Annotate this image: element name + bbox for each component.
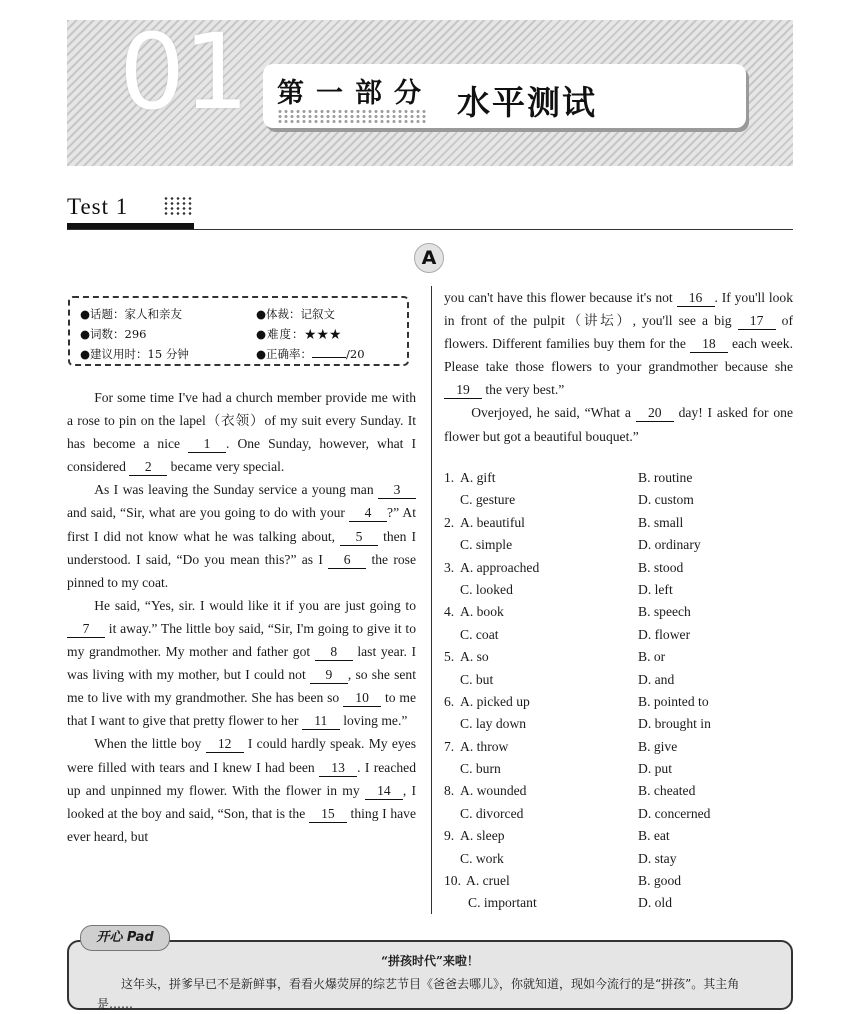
question-number: 1. (444, 470, 455, 485)
option-b[interactable]: B. stood (638, 559, 684, 575)
option-row (444, 534, 793, 556)
pad-title: “拼孩时代”来啦！ (381, 954, 479, 968)
cloze-blank[interactable]: 8 (315, 644, 353, 661)
question-number: 4. (444, 604, 455, 620)
section-label: A (414, 243, 444, 273)
chapter-number: 01 (119, 11, 248, 133)
option-a[interactable]: A. beautiful (460, 514, 525, 530)
option-d[interactable]: D. ordinary (638, 537, 701, 553)
option-a[interactable]: A. gift (460, 470, 496, 485)
cloze-blank[interactable]: 19 (444, 382, 482, 399)
option-b[interactable]: B. routine (638, 470, 693, 485)
info-topic: ●话题：家人和亲友 (80, 307, 183, 321)
option-c[interactable]: C. burn (460, 761, 501, 777)
option-a[interactable]: A. book (460, 604, 504, 620)
question-number: 2. (444, 514, 455, 530)
option-c[interactable]: C. important (468, 895, 537, 911)
passage-right-column (444, 286, 793, 448)
option-b[interactable]: B. eat (638, 828, 670, 844)
option-a[interactable]: A. picked up (460, 693, 530, 709)
option-b[interactable]: B. cheated (638, 783, 696, 799)
option-d[interactable]: D. brought in (638, 716, 711, 732)
option-row (444, 803, 793, 825)
option-c[interactable]: C. but (460, 671, 494, 687)
passage-paragraph: He said, “Yes, sir. I would like it if you are just going to 7 it away.” The little boy said, “Sir, I'm going to give it to my grandmother. My mother and father got 8 last year. I was living with my mother, but I could not 9 , so she sent me to live with my grandmother. She has been so 10 to me that I want to give that pretty flower to her 11 loving me.” (67, 597, 416, 729)
cloze-blank[interactable]: 3 (378, 482, 416, 499)
question-number: 7. (444, 738, 455, 754)
option-a[interactable]: A. so (460, 649, 489, 665)
info-accuracy-label: ●正确率： (256, 347, 313, 361)
option-d[interactable]: D. flower (638, 626, 691, 642)
cloze-blank[interactable]: 4 (349, 505, 387, 522)
cloze-blank[interactable]: 9 (310, 667, 348, 684)
option-c[interactable]: C. lay down (460, 716, 527, 732)
chapter-title-box (263, 64, 746, 128)
option-d[interactable]: D. and (638, 671, 675, 687)
cloze-blank[interactable]: 12 (206, 736, 244, 753)
option-row (444, 557, 793, 579)
passage-paragraph: you can't have this flower because it's not 16 . If you'll look in front of the pulpit（讲坛）, you'll see a big 17 of flowers. Different families buy them for the 18 each week. Please take those flowers to your grandmother because she 19 the very best.” (444, 290, 794, 398)
option-c[interactable]: C. divorced (460, 805, 524, 821)
cloze-blank[interactable]: 17 (738, 313, 776, 330)
passage-paragraph: Overjoyed, he said, “What a 20 day! I asked for one flower but got a beautiful bouquet.” (444, 405, 793, 444)
option-row (444, 736, 793, 758)
option-row (444, 646, 793, 668)
cloze-blank[interactable]: 16 (677, 290, 715, 307)
option-row (444, 848, 793, 870)
option-b[interactable]: B. pointed to (638, 693, 709, 709)
cloze-blank[interactable]: 13 (319, 760, 357, 777)
passage-paragraph: When the little boy 12 I could hardly speak. My eyes were filled with tears and I knew I had been 13 . I reached up and unpinned my flower. With the flower in my 14 , I looked at the boy and said, “Son, that is the 15 thing I have ever heard, but (67, 736, 417, 844)
cloze-blank[interactable]: 5 (340, 529, 378, 546)
option-b[interactable]: B. small (638, 514, 684, 530)
option-d[interactable]: D. put (638, 761, 672, 777)
decorative-dots (277, 109, 427, 123)
passage-left-column (67, 386, 416, 848)
cloze-blank[interactable]: 6 (328, 552, 366, 569)
option-row (444, 691, 793, 713)
option-d[interactable]: D. concerned (638, 805, 711, 821)
question-number: 5. (444, 649, 455, 665)
option-row (444, 579, 793, 601)
option-row (444, 512, 793, 534)
option-row (444, 870, 793, 892)
cloze-blank[interactable]: 11 (302, 713, 340, 730)
option-c[interactable]: C. simple (460, 537, 513, 553)
part-label: 第一部分 (277, 78, 433, 109)
option-row (444, 892, 793, 914)
option-d[interactable]: D. old (638, 895, 672, 911)
option-b[interactable]: B. or (638, 649, 666, 665)
option-row (444, 669, 793, 691)
option-d[interactable]: D. stay (638, 850, 677, 866)
option-row (444, 713, 793, 735)
cloze-blank[interactable]: 14 (365, 783, 403, 800)
option-row (444, 624, 793, 646)
info-word-count: ●词数：296 (80, 327, 147, 341)
option-row (444, 489, 793, 511)
option-b[interactable]: B. give (638, 738, 678, 754)
question-number: 8. (444, 783, 455, 799)
option-d[interactable]: D. left (638, 581, 673, 597)
option-b[interactable]: B. speech (638, 604, 691, 620)
option-row (444, 601, 793, 623)
info-difficulty: ●难度：★★★ (256, 327, 343, 341)
option-a[interactable]: A. cruel (466, 873, 510, 889)
decorative-dots (163, 196, 193, 216)
question-number: 3. (444, 559, 455, 575)
option-c[interactable]: C. coat (460, 626, 499, 642)
cloze-blank[interactable]: 1 (188, 436, 226, 453)
column-divider (431, 286, 432, 914)
cloze-blank[interactable]: 7 (67, 621, 105, 638)
option-row (444, 467, 793, 489)
chapter-banner (67, 11, 793, 166)
option-b[interactable]: B. good (638, 873, 682, 889)
option-c[interactable]: C. gesture (460, 492, 516, 508)
pad-text: 这年头，拼爹早已不是新鲜事，看看火爆荧屏的综艺节目《爸爸去哪儿》，你就知道，现如今流行的是“拼孩”。其主角是…… (97, 977, 740, 1011)
cloze-blank[interactable]: 10 (343, 690, 381, 707)
info-accuracy (256, 346, 365, 362)
option-row (444, 825, 793, 847)
info-accuracy-total: /20 (346, 347, 365, 361)
info-genre: ●体裁：记叙文 (256, 307, 336, 321)
cloze-blank[interactable]: 2 (129, 459, 167, 476)
cloze-blank[interactable]: 20 (636, 405, 674, 422)
option-a[interactable]: A. approached (460, 559, 540, 575)
test-title: Test 1 (67, 194, 129, 219)
accuracy-blank[interactable] (312, 357, 346, 358)
question-number: 9. (444, 828, 455, 844)
option-row (444, 780, 793, 802)
answer-options (444, 467, 793, 915)
heading-divider (67, 229, 793, 230)
chapter-title: 水平测试 (457, 83, 597, 122)
question-number: 10. (444, 873, 461, 889)
option-a[interactable]: A. sleep (460, 828, 505, 844)
option-c[interactable]: C. work (460, 850, 504, 866)
option-d[interactable]: D. custom (638, 492, 694, 508)
option-row (444, 758, 793, 780)
option-a[interactable]: A. throw (460, 738, 509, 754)
question-number: 6. (444, 693, 455, 709)
passage-paragraph: As I was leaving the Sunday service a young man 3 and said, “Sir, what are you going to do with your 4 ?” At first I did not know what he was talking about, 5 then I understood. I said, “Do you mean this?” as I 6 the rose pinned to my coat. (67, 482, 417, 590)
passage-info-box (68, 296, 409, 366)
pad-label: 开心 Pad (80, 925, 170, 951)
cloze-blank[interactable]: 15 (309, 806, 347, 823)
info-time: ●建议用时：15 分钟 (80, 347, 189, 361)
passage-paragraph: For some time I've had a church member provide me with a rose to pin on the lapel（衣领）of my suit every Sunday. It has become a nice 1 . One Sunday, however, what I considered 2 became very special. (67, 390, 416, 475)
option-c[interactable]: C. looked (460, 581, 513, 597)
option-a[interactable]: A. wounded (460, 783, 527, 799)
cloze-blank[interactable]: 18 (690, 336, 728, 353)
